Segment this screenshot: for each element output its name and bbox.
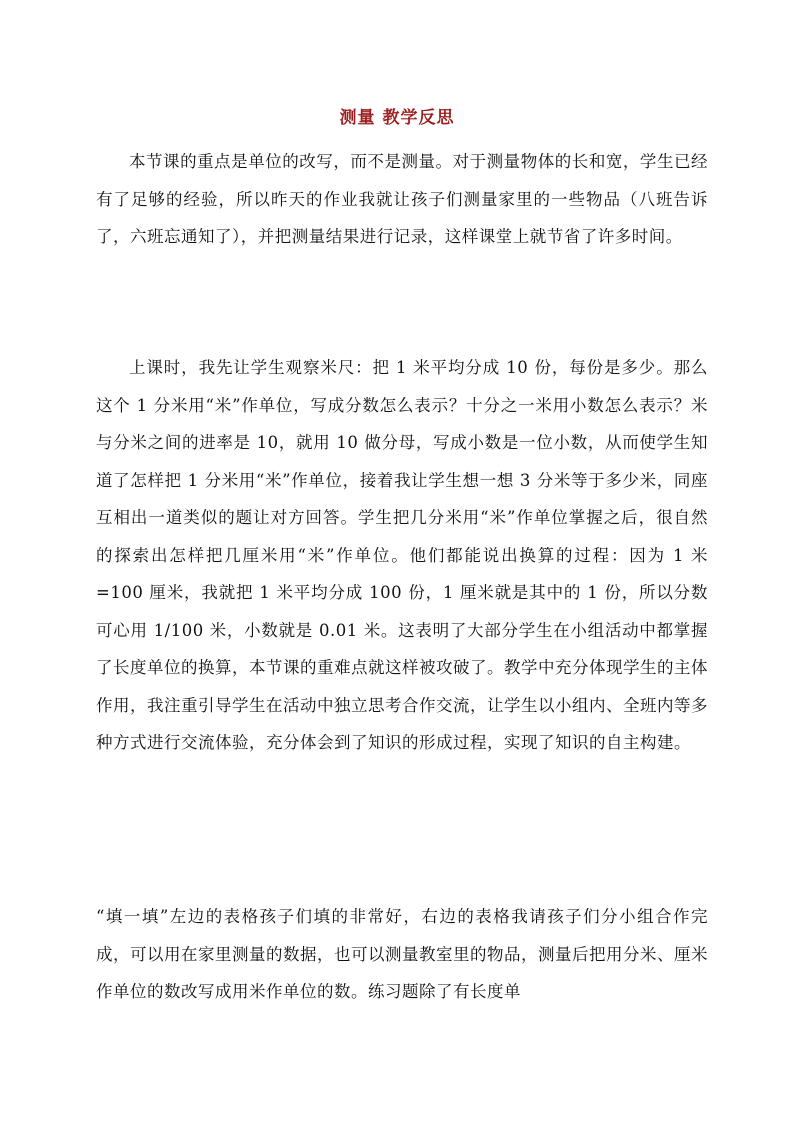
document-title: 测量 教学反思 bbox=[339, 108, 455, 128]
paragraph-3: “填一填”左边的表格孩子们填的非常好，右边的表格我请孩子们分小组合作完成，可以用在家里测量的数据，也可以测量教室里的物品，测量后把用分米、厘米作单位的数改写成用米作单位的数。练习题除了有长度单 bbox=[96, 907, 708, 1001]
paragraph-1: 本节课的重点是单位的改写，而不是测量。对于测量物体的长和宽，学生已经有了足够的经验，所以昨天的作业我就让孩子们测量家里的一些物品（八班告诉了，六班忘通知了），并把测量结果进行记录，这样课堂上就节省了许多时间。 bbox=[96, 152, 708, 246]
paragraph-2: 上课时，我先让学生观察米尺：把 1 米平均分成 10 份，每份是多少。那么这个 1 分米用“米”作单位，写成分数怎么表示？十分之一米用小数怎么表示？米与分米之间的进率是 10，就用 10 做分母，写成小数是一位小数，从而使学生知道了怎样把 1 分米用“米”作单位，接着我让学生想一想 3 分米等于多少米，同座互相出一道类似的题让对方回答。学生把几分米用“米”作单位掌握之后，很自然的探索出怎样把几厘米用“米”作单位。他们都能说出换算的过程：因为 1 米=100 厘米，我就把 1 米平均分成 100 份，1 厘米就是其中的 1 份，所以分数可心用 1/100 米，小数就是 0.01 米。这表明了大部分学生在小组活动中都掌握了长度单位的换算，本节课的重难点就这样被攻破了。教学中充分体现学生的主体作用，我注重引导学生在活动中独立思考合作交流，让学生以小组内、全班内等多种方式进行交流体验，充分体会到了知识的形成过程，实现了知识的自主构建。 bbox=[96, 358, 708, 752]
